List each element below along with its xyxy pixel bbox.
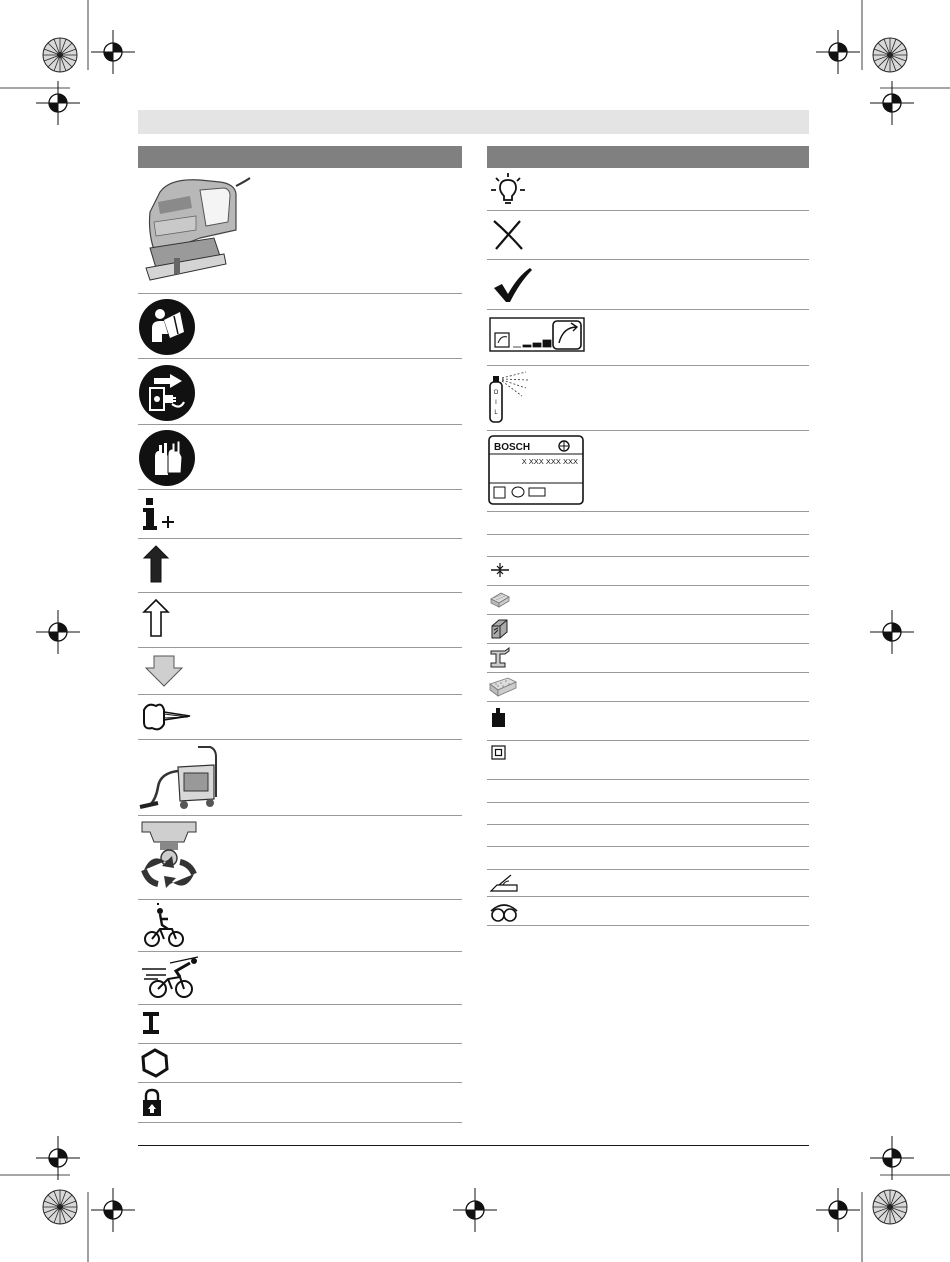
checkmark-icon (490, 266, 534, 306)
lamp-icon (490, 172, 526, 208)
row-divider (138, 694, 462, 695)
row-divider (138, 739, 462, 740)
hex-nut-icon (140, 1048, 170, 1078)
row-divider (487, 534, 809, 535)
row-divider (138, 1043, 462, 1044)
row-divider (138, 592, 462, 593)
arrow-up-filled-icon (140, 544, 172, 586)
oil-letter: I (495, 400, 497, 406)
row-divider (138, 899, 462, 900)
weight-icon (490, 707, 508, 729)
row-divider (138, 1122, 462, 1123)
bevel-angle-icon (489, 873, 519, 893)
read-manual-icon (138, 298, 196, 356)
row-divider (487, 210, 809, 211)
arrow-up-outline-icon (140, 598, 172, 640)
row-divider (487, 643, 809, 644)
row-divider (487, 779, 809, 780)
nameplate-icon (488, 435, 584, 505)
left-column-header-bar (138, 146, 462, 168)
row-divider (487, 614, 809, 615)
row-divider (487, 556, 809, 557)
jigsaw-image (140, 172, 256, 284)
info-plus-icon (140, 496, 180, 532)
oil-letter: O (493, 390, 499, 396)
row-divider (487, 869, 809, 870)
header-band (138, 110, 809, 134)
chipboard-icon (488, 676, 518, 698)
metal-icon (489, 647, 511, 669)
arrow-down-icon (144, 654, 184, 688)
row-divider (487, 824, 809, 825)
row-divider (487, 585, 809, 586)
cross-icon (490, 217, 526, 253)
slow-bike-icon (140, 903, 188, 949)
safety-goggles-icon (489, 901, 519, 923)
pendulum-adjust-icon (138, 818, 200, 896)
row-divider (487, 309, 809, 310)
right-column-header-bar (487, 146, 809, 168)
fast-bike-icon (140, 955, 202, 1001)
wear-gloves-icon (138, 429, 196, 487)
row-divider (138, 1004, 462, 1005)
row-divider (487, 259, 809, 260)
oil-spray-icon (486, 370, 532, 426)
wood-icon (489, 589, 511, 609)
row-divider (138, 647, 462, 648)
row-divider (138, 424, 462, 425)
row-divider (138, 538, 462, 539)
cut-depth-icon (490, 561, 510, 579)
nameplate-brand: BOSCH (494, 442, 531, 453)
vacuum-cleaner-icon (138, 743, 234, 813)
row-divider (487, 701, 809, 702)
row-divider (138, 489, 462, 490)
row-divider (487, 925, 809, 926)
i-beam-icon (141, 1010, 163, 1036)
speed-setting-icon (489, 317, 585, 353)
row-divider (138, 293, 462, 294)
row-divider (487, 846, 809, 847)
row-divider (487, 896, 809, 897)
row-divider (138, 815, 462, 816)
row-divider (138, 1082, 462, 1083)
row-divider (487, 430, 809, 431)
protection-class-icon (491, 745, 507, 761)
oil-letter: L (494, 410, 498, 416)
row-divider (138, 358, 462, 359)
dust-blow-icon (140, 700, 192, 734)
lock-icon (141, 1088, 163, 1118)
row-divider (487, 802, 809, 803)
plastic-icon (489, 618, 511, 640)
row-divider (138, 951, 462, 952)
nameplate-serial: X XXX XXX XXX (521, 457, 578, 466)
unplug-icon (138, 364, 196, 422)
row-divider (487, 740, 809, 741)
row-divider (487, 672, 809, 673)
footer-rule (138, 1145, 809, 1146)
row-divider (487, 511, 809, 512)
row-divider (487, 365, 809, 366)
